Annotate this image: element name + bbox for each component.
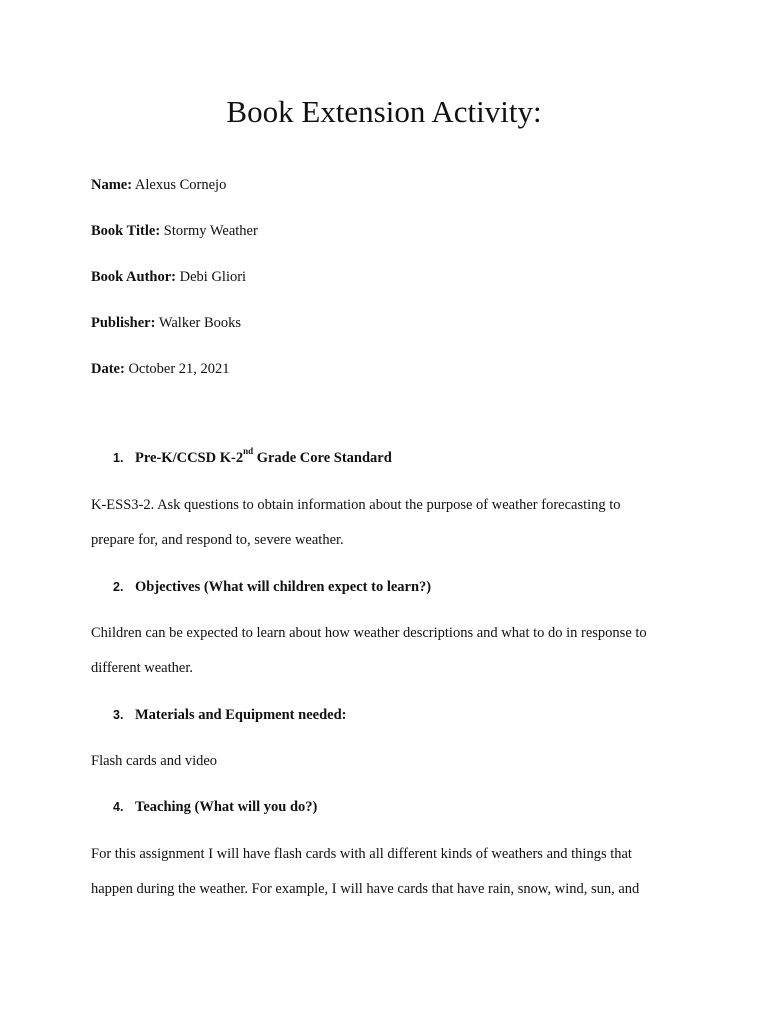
section-4-line-1: For this assignment I will have flash cards with all different kinds of weathers and things that [91, 846, 632, 862]
field-book-author-label: Book Author: [91, 269, 177, 285]
field-book-title [91, 222, 258, 240]
field-book-title-label: Book Title: [91, 223, 161, 239]
section-4-number: 4. [113, 800, 124, 814]
field-publisher-value: Walker Books [158, 315, 242, 331]
section-2-number: 2. [113, 580, 124, 594]
section-1-heading [113, 446, 392, 467]
field-book-author-value: Debi Gliori [179, 269, 247, 285]
field-name-value: Alexus Cornejo [134, 177, 227, 193]
field-name [91, 176, 226, 194]
section-2-line-2: different weather. [91, 660, 193, 676]
section-2-heading [113, 578, 431, 596]
field-name-label: Name: [91, 177, 133, 193]
field-book-title-value: Stormy Weather [163, 223, 258, 239]
field-book-author [91, 268, 246, 286]
field-date [91, 360, 230, 378]
section-3-heading [113, 706, 346, 724]
section-1-heading-post: Grade Core Standard [253, 450, 392, 466]
section-1-number: 1. [113, 451, 124, 465]
section-3-line-1: Flash cards and video [91, 753, 218, 769]
section-1-line-2: prepare for, and respond to, severe weather. [91, 532, 344, 548]
field-publisher [91, 314, 241, 332]
section-4-heading-text: Teaching (What will you do?) [135, 799, 318, 815]
section-1-heading-sup: nd [243, 446, 254, 457]
document-title: Book Extension Activity: [226, 94, 542, 129]
section-4-line-2: happen during the weather. For example, I will have cards that have rain, snow, wind, sun, and [91, 881, 640, 897]
section-3-number: 3. [113, 708, 124, 722]
section-1-line-1: K-ESS3-2. Ask questions to obtain information about the purpose of weather forecasting to [91, 497, 621, 513]
field-publisher-label: Publisher: [91, 315, 156, 331]
section-2-heading-text: Objectives (What will children expect to learn?) [135, 579, 432, 595]
section-3-heading-text: Materials and Equipment needed: [135, 707, 347, 723]
section-1-heading-pre: Pre-K/CCSD K-2 [135, 450, 244, 466]
section-4-heading [113, 798, 317, 816]
field-date-value: October 21, 2021 [128, 361, 230, 377]
field-date-label: Date: [91, 361, 125, 377]
section-2-line-1: Children can be expected to learn about how weather descriptions and what to do in response to [91, 625, 647, 641]
